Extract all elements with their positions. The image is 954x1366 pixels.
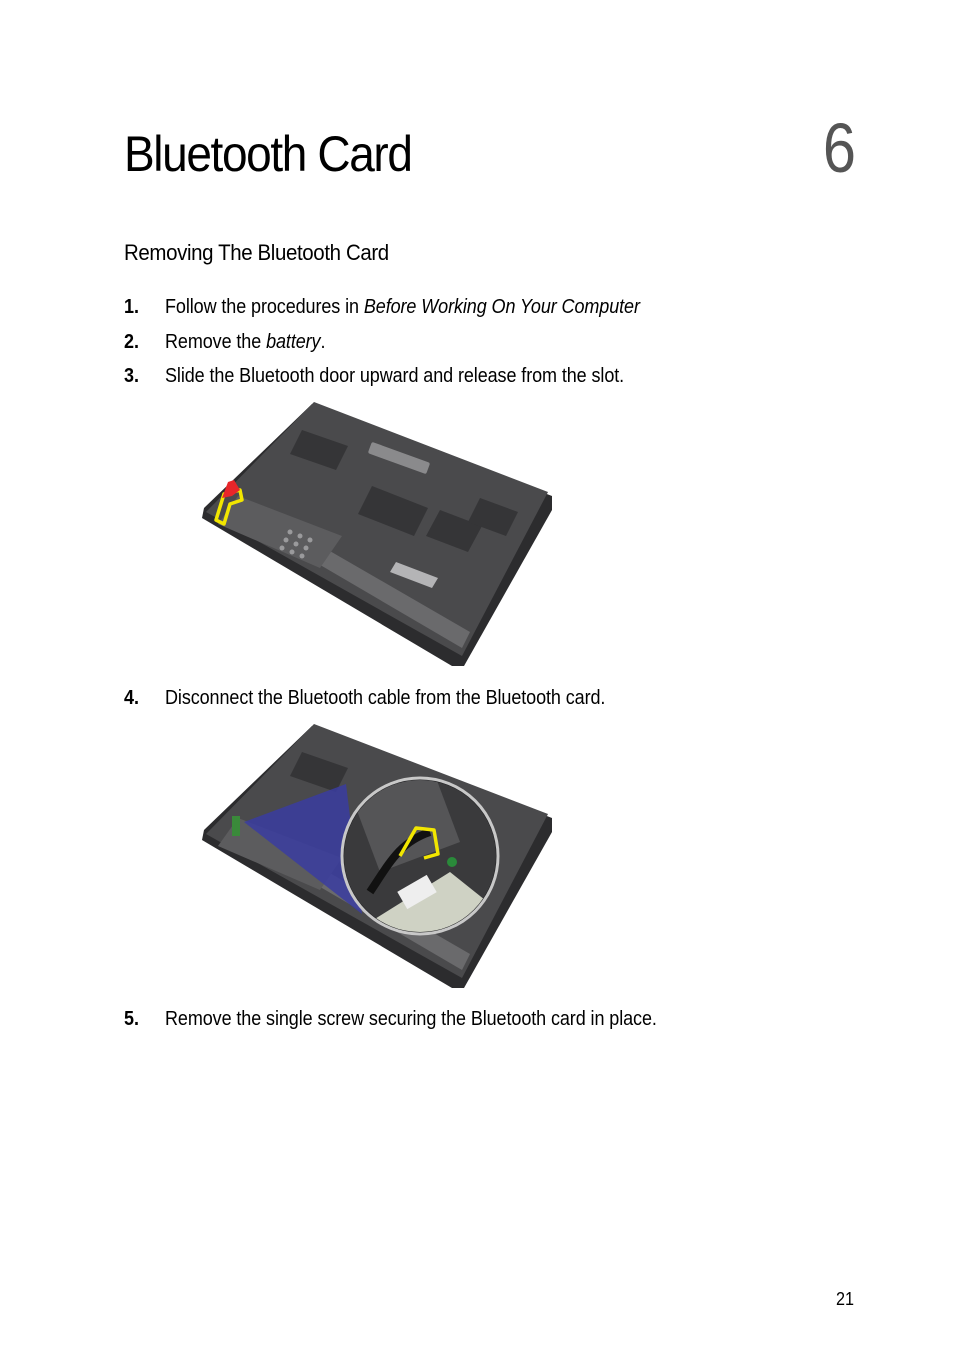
cross-reference-link[interactable]: Before Working On Your Computer [363, 296, 640, 318]
chapter-number: 6 [822, 109, 856, 187]
section-title: Removing The Bluetooth Card [124, 240, 389, 265]
step-number: 1. [124, 296, 140, 318]
step-text: Remove the battery. [165, 331, 326, 353]
step-text: Disconnect the Bluetooth cable from the Bluetooth card. [165, 687, 606, 709]
chapter-title: Bluetooth Card [124, 126, 412, 182]
step-number: 4. [124, 687, 140, 709]
page-number: 21 [835, 1289, 854, 1309]
cross-reference-link[interactable]: battery [266, 331, 321, 353]
step-text: Slide the Bluetooth door upward and release from the slot. [165, 365, 625, 387]
step-number: 5. [124, 1008, 140, 1030]
figure-bluetooth-door-removal [200, 400, 560, 670]
step-number: 3. [124, 365, 140, 387]
figure-bluetooth-cable-disconnect [200, 722, 560, 992]
step-text: Remove the single screw securing the Bluetooth card in place. [165, 1008, 657, 1030]
step-text: Follow the procedures in Before Working On Your Computer [165, 296, 640, 318]
step-number: 2. [124, 331, 140, 353]
